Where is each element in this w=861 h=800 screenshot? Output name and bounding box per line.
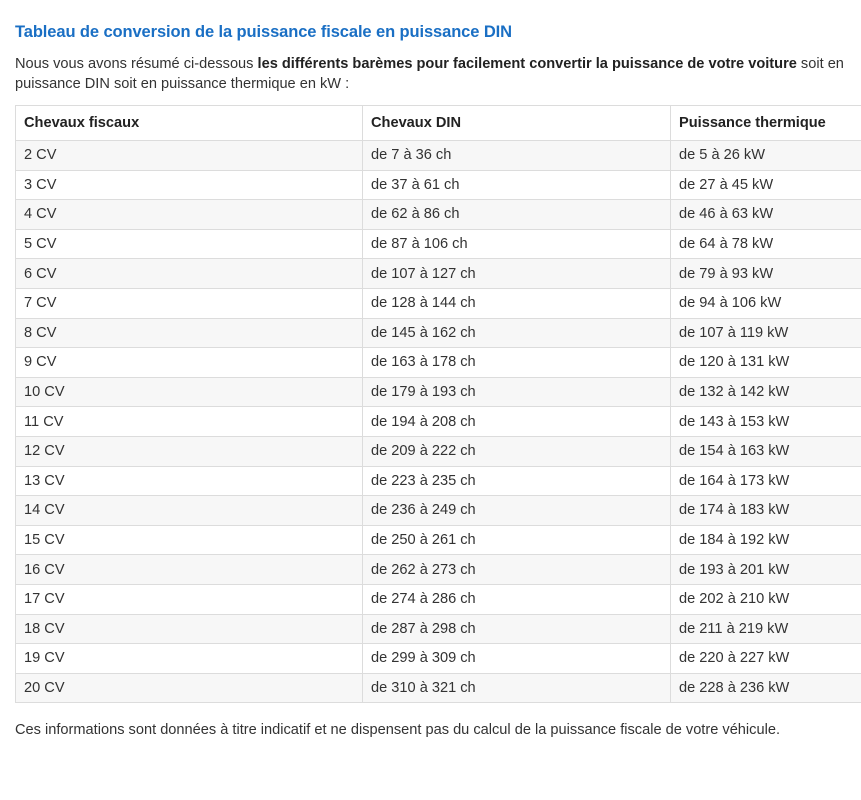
table-row [16, 288, 861, 318]
cell-chevaux-din: de 128 à 144 ch [363, 288, 671, 318]
cell-chevaux-fiscaux: 20 CV [16, 673, 363, 703]
table-row [16, 436, 861, 466]
cell-chevaux-fiscaux: 7 CV [16, 288, 363, 318]
cell-puissance-thermique: de 143 à 153 kW [671, 407, 861, 437]
cell-chevaux-din: de 287 à 298 ch [363, 614, 671, 644]
table-row [16, 644, 861, 674]
cell-chevaux-din: de 107 à 127 ch [363, 259, 671, 289]
intro-text-bold: les différents barèmes pour facilement convertir la puissance de votre voiture [257, 56, 797, 72]
cell-puissance-thermique: de 27 à 45 kW [671, 170, 861, 200]
cell-puissance-thermique: de 228 à 236 kW [671, 673, 861, 703]
cell-chevaux-din: de 310 à 321 ch [363, 673, 671, 703]
cell-chevaux-fiscaux: 2 CV [16, 141, 363, 171]
cell-chevaux-din: de 62 à 86 ch [363, 200, 671, 230]
cell-chevaux-fiscaux: 6 CV [16, 259, 363, 289]
cell-chevaux-din: de 37 à 61 ch [363, 170, 671, 200]
header-puissance-thermique: Puissance thermique [671, 106, 861, 141]
cell-chevaux-din: de 87 à 106 ch [363, 229, 671, 259]
table-row [16, 496, 861, 526]
cell-puissance-thermique: de 164 à 173 kW [671, 466, 861, 496]
cell-chevaux-din: de 250 à 261 ch [363, 525, 671, 555]
table-row [16, 318, 861, 348]
cell-puissance-thermique: de 107 à 119 kW [671, 318, 861, 348]
table-row [16, 377, 861, 407]
cell-chevaux-fiscaux: 11 CV [16, 407, 363, 437]
table-row [16, 555, 861, 585]
cell-chevaux-fiscaux: 19 CV [16, 644, 363, 674]
cell-chevaux-din: de 163 à 178 ch [363, 348, 671, 378]
cell-puissance-thermique: de 193 à 201 kW [671, 555, 861, 585]
cell-puissance-thermique: de 94 à 106 kW [671, 288, 861, 318]
cell-chevaux-fiscaux: 15 CV [16, 525, 363, 555]
table-row [16, 407, 861, 437]
table-row [16, 525, 861, 555]
cell-puissance-thermique: de 211 à 219 kW [671, 614, 861, 644]
table-row [16, 229, 861, 259]
cell-chevaux-fiscaux: 17 CV [16, 584, 363, 614]
cell-puissance-thermique: de 184 à 192 kW [671, 525, 861, 555]
table-row [16, 200, 861, 230]
cell-chevaux-fiscaux: 13 CV [16, 466, 363, 496]
cell-chevaux-fiscaux: 18 CV [16, 614, 363, 644]
cell-puissance-thermique: de 174 à 183 kW [671, 496, 861, 526]
cell-puissance-thermique: de 79 à 93 kW [671, 259, 861, 289]
cell-puissance-thermique: de 64 à 78 kW [671, 229, 861, 259]
cell-chevaux-fiscaux: 3 CV [16, 170, 363, 200]
cell-chevaux-din: de 179 à 193 ch [363, 377, 671, 407]
intro-paragraph [15, 54, 861, 94]
table-row [16, 584, 861, 614]
cell-chevaux-din: de 7 à 36 ch [363, 141, 671, 171]
cell-chevaux-fiscaux: 5 CV [16, 229, 363, 259]
cell-puissance-thermique: de 132 à 142 kW [671, 377, 861, 407]
cell-chevaux-din: de 274 à 286 ch [363, 584, 671, 614]
cell-puissance-thermique: de 220 à 227 kW [671, 644, 861, 674]
table-row [16, 673, 861, 703]
cell-chevaux-din: de 262 à 273 ch [363, 555, 671, 585]
cell-chevaux-din: de 236 à 249 ch [363, 496, 671, 526]
table-row [16, 259, 861, 289]
table-header-row [16, 106, 861, 141]
cell-chevaux-din: de 223 à 235 ch [363, 466, 671, 496]
table-row [16, 141, 861, 171]
cell-chevaux-fiscaux: 8 CV [16, 318, 363, 348]
cell-chevaux-din: de 299 à 309 ch [363, 644, 671, 674]
cell-puissance-thermique: de 202 à 210 kW [671, 584, 861, 614]
cell-puissance-thermique: de 5 à 26 kW [671, 141, 861, 171]
cell-chevaux-fiscaux: 10 CV [16, 377, 363, 407]
cell-puissance-thermique: de 46 à 63 kW [671, 200, 861, 230]
cell-chevaux-din: de 209 à 222 ch [363, 436, 671, 466]
table-body [16, 141, 861, 703]
table-row [16, 466, 861, 496]
cell-chevaux-fiscaux: 12 CV [16, 436, 363, 466]
section-title: Tableau de conversion de la puissance fiscale en puissance DIN [15, 23, 512, 41]
conversion-table [15, 105, 861, 703]
cell-chevaux-fiscaux: 9 CV [16, 348, 363, 378]
disclaimer-note: Ces informations sont données à titre indicatif et ne dispensent pas du calcul de la puissance fiscale de votre véhicule. [15, 722, 780, 738]
intro-text-start: Nous vous avons résumé ci-dessous [15, 56, 258, 72]
header-chevaux-fiscaux: Chevaux fiscaux [16, 106, 363, 141]
table-row [16, 170, 861, 200]
cell-chevaux-fiscaux: 4 CV [16, 200, 363, 230]
header-chevaux-din: Chevaux DIN [363, 106, 671, 141]
cell-chevaux-fiscaux: 16 CV [16, 555, 363, 585]
cell-puissance-thermique: de 120 à 131 kW [671, 348, 861, 378]
table-row [16, 348, 861, 378]
intro-text-end: soit en puissance DIN soit en puissance thermique en kW : [15, 56, 844, 92]
cell-chevaux-din: de 194 à 208 ch [363, 407, 671, 437]
cell-chevaux-din: de 145 à 162 ch [363, 318, 671, 348]
cell-chevaux-fiscaux: 14 CV [16, 496, 363, 526]
table-row [16, 614, 861, 644]
cell-puissance-thermique: de 154 à 163 kW [671, 436, 861, 466]
